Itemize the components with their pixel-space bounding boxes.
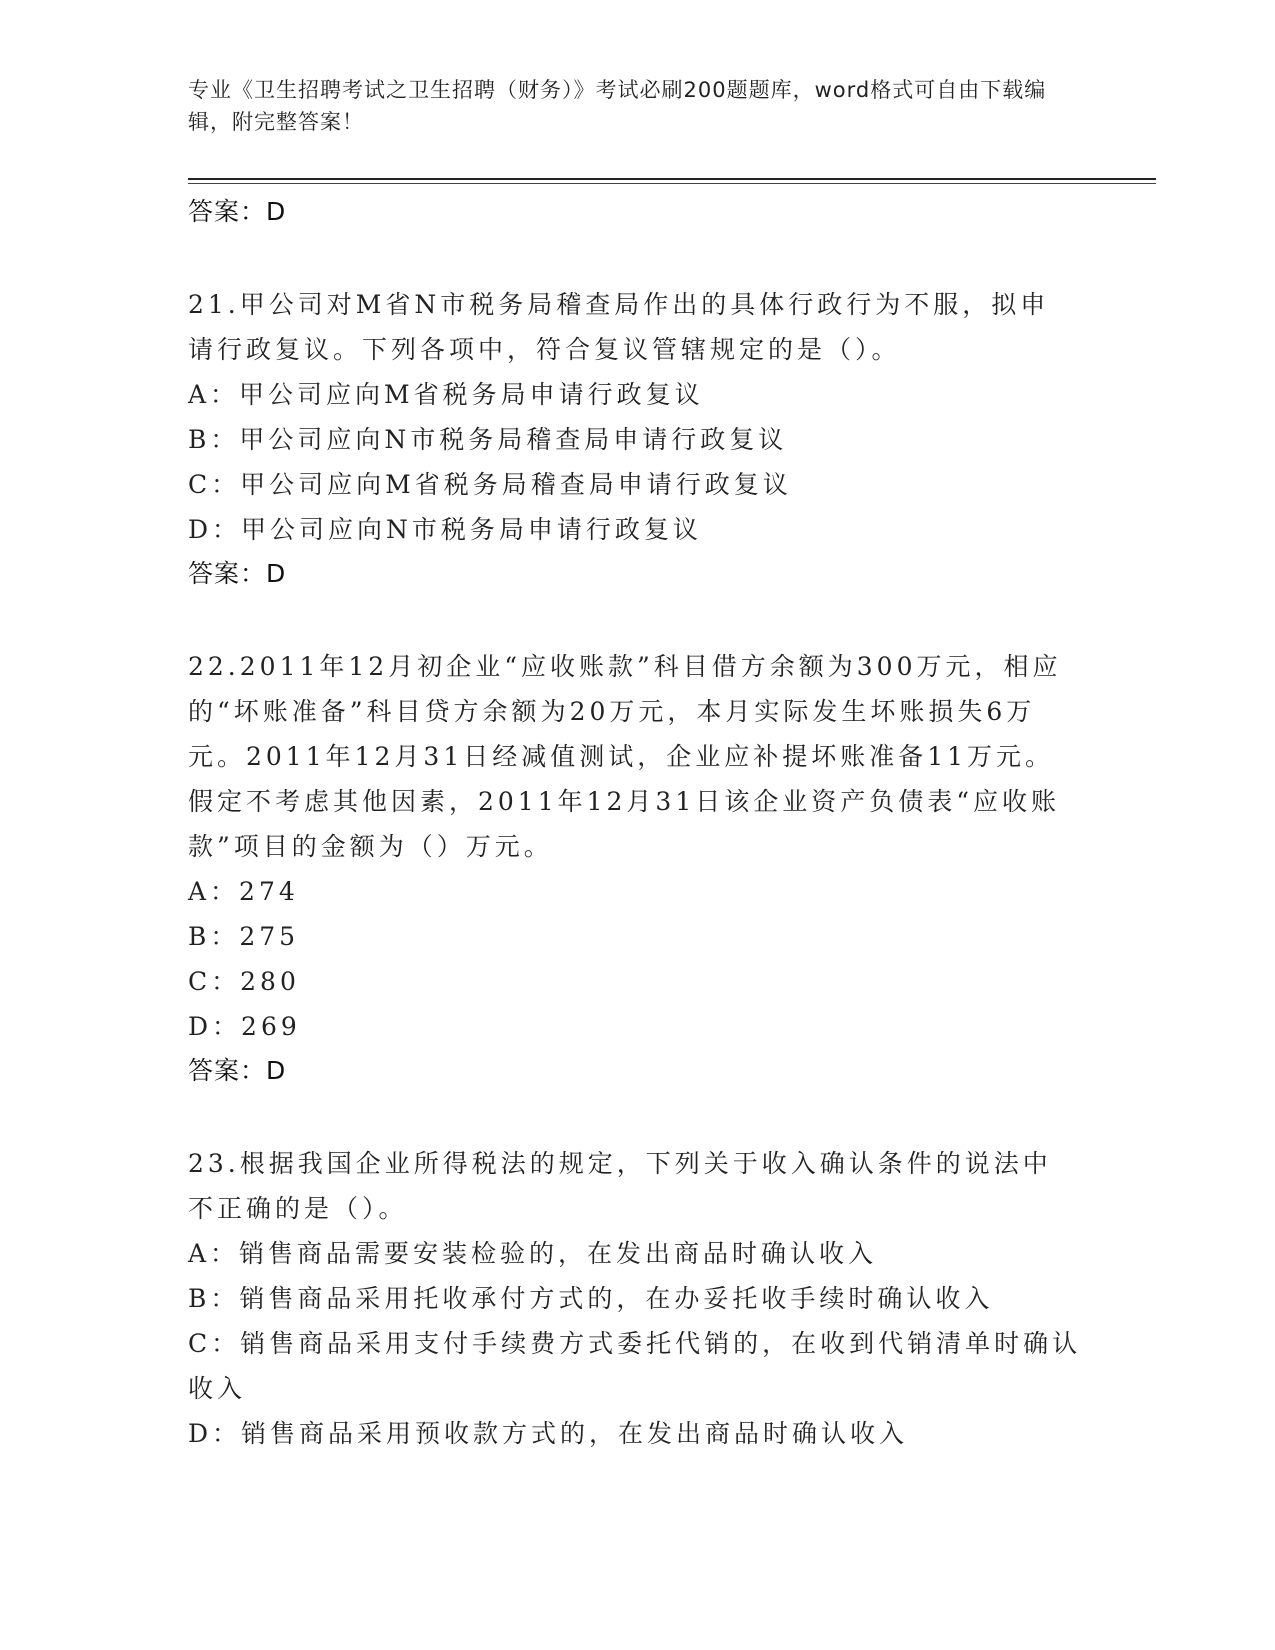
header-divider-thin	[188, 183, 1156, 184]
question-22	[188, 644, 1078, 869]
spacer	[188, 234, 1088, 282]
answer-previous: 答案：D	[188, 197, 287, 226]
question-stem: 23.根据我国企业所得税法的规定，下列关于收入确认条件的说法中不正确的是（）。	[188, 1149, 1052, 1223]
option-d: D：销售商品采用预收款方式的，在发出商品时确认收入	[188, 1419, 909, 1448]
question-23	[188, 1141, 1078, 1231]
option-b: B：275	[188, 922, 300, 951]
option-d: D：甲公司应向N市税务局申请行政复议	[188, 515, 702, 544]
option-b: B：销售商品采用托收承付方式的，在办妥托收手续时确认收入	[188, 1284, 994, 1313]
answer-22: 答案：D	[188, 1056, 287, 1085]
question-21	[188, 282, 1078, 372]
document-header: 专业《卫生招聘考试之卫生招聘（财务）》考试必刷200题题库，word格式可自由下载编辑，附完整答案！	[188, 78, 1047, 134]
option-c: C：280	[188, 967, 300, 996]
answer-21: 答案：D	[188, 559, 287, 588]
option-a: A：甲公司应向M省税务局申请行政复议	[188, 380, 704, 409]
option-a: A：274	[188, 877, 299, 906]
option-c: C：甲公司应向M省税务局稽查局申请行政复议	[188, 470, 792, 499]
option-c: C：销售商品采用支付手续费方式委托代销的，在收到代销清单时确认收入	[188, 1329, 1082, 1403]
spacer	[188, 596, 1088, 644]
spacer	[188, 1093, 1088, 1141]
header-divider-thick	[188, 178, 1156, 180]
question-list	[188, 190, 1088, 1456]
option-d: D：269	[188, 1012, 301, 1041]
question-stem: 22.2011年12月初企业“应收账款”科目借方余额为300万元，相应的“坏账准备”科目贷方余额为20万元，本月实际发生坏账损失6万元。2011年12月31日经减值测试，企业应补提坏账准备11万元。假定不考虑其他因素，2011年12月31日该企业资产负债表“应收账款”项目的金额为（）万元。	[188, 652, 1062, 861]
option-b: B：甲公司应向N市税务局稽查局申请行政复议	[188, 425, 788, 454]
option-a: A：销售商品需要安装检验的，在发出商品时确认收入	[188, 1239, 878, 1268]
question-stem: 21.甲公司对M省N市税务局稽查局作出的具体行政行为不服，拟申请行政复议。下列各项中，符合复议管辖规定的是（）。	[188, 290, 1050, 364]
